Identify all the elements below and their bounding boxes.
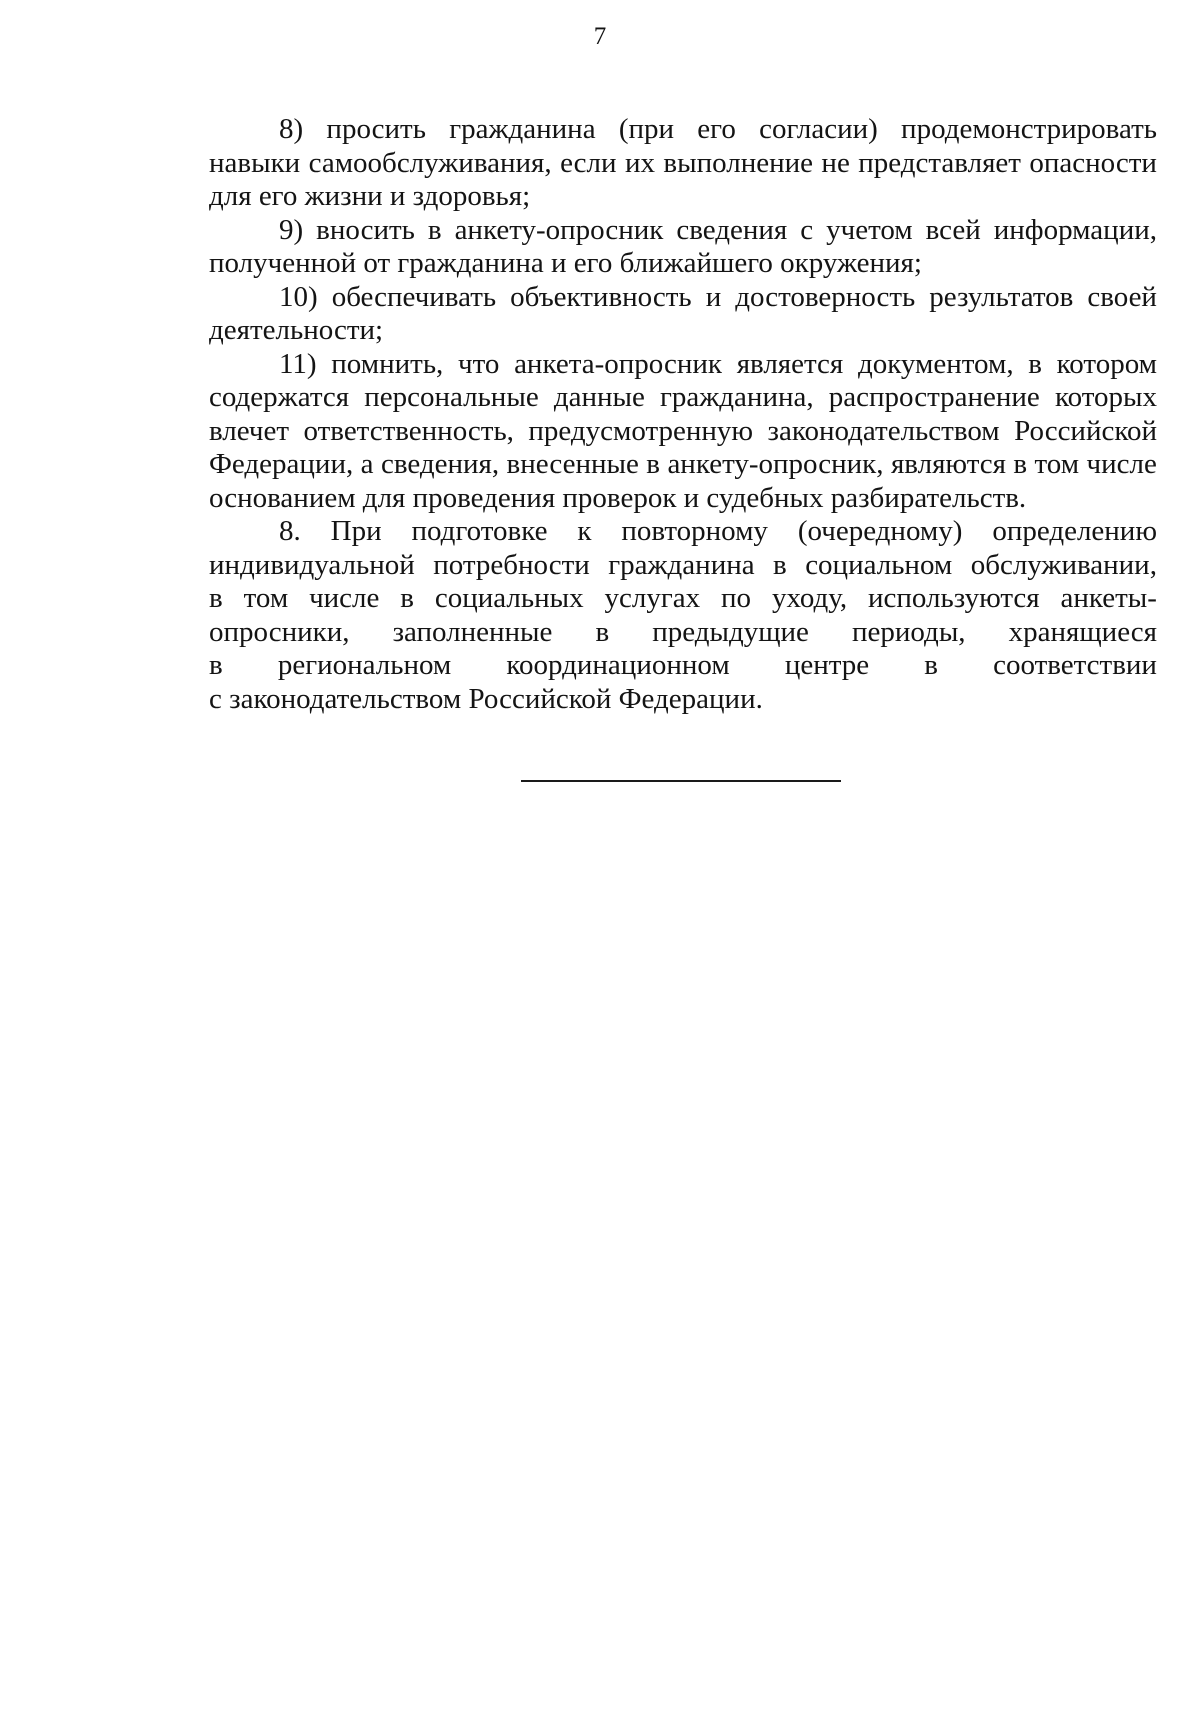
text-line: 8. При подготовке к повторному (очередному) определению — [279, 515, 1157, 547]
text-line: деятельности; — [209, 314, 384, 346]
text-line: влечет ответственность, предусмотренную законодательством Российской — [209, 414, 1157, 447]
text-line: 10) обеспечивать объективность и достоверность результатов своей — [279, 280, 1157, 313]
text-line: 9) вносить в анкету-опросник сведения с учетом всей информации, — [279, 213, 1157, 246]
text-line: полученной от гражданина и его ближайшего окружения; — [209, 247, 922, 279]
text-line: индивидуальной потребности гражданина в социальном обслуживании, — [209, 548, 1157, 581]
text-line: для его жизни и здоровья; — [209, 180, 531, 212]
page-number: 7 — [593, 23, 607, 50]
text-line: опросники, заполненные в предыдущие периоды, хранящиеся — [209, 615, 1157, 648]
text-line: Федерации, а сведения, внесенные в анкету-опросник, являются в том числе — [209, 448, 1157, 480]
end-separator-line — [521, 780, 841, 782]
text-line: с законодательством Российской Федерации. — [209, 682, 763, 715]
text-line: навыки самообслуживания, если их выполнение не представляет опасности — [209, 146, 1157, 179]
text-line: 8) просить гражданина (при его согласии) продемонстрировать — [279, 113, 1157, 145]
text-line: 11) помнить, что анкета-опросник является документом, в котором — [279, 347, 1157, 380]
text-line: в региональном координационном центре в соответствии — [209, 649, 1157, 681]
text-line: содержатся персональные данные гражданина, распространение которых — [209, 381, 1157, 413]
text-line: в том числе в социальных услугах по уходу, используются анкеты- — [209, 582, 1157, 614]
document-body — [209, 113, 1157, 716]
text-line: основанием для проведения проверок и судебных разбирательств. — [209, 481, 1027, 514]
